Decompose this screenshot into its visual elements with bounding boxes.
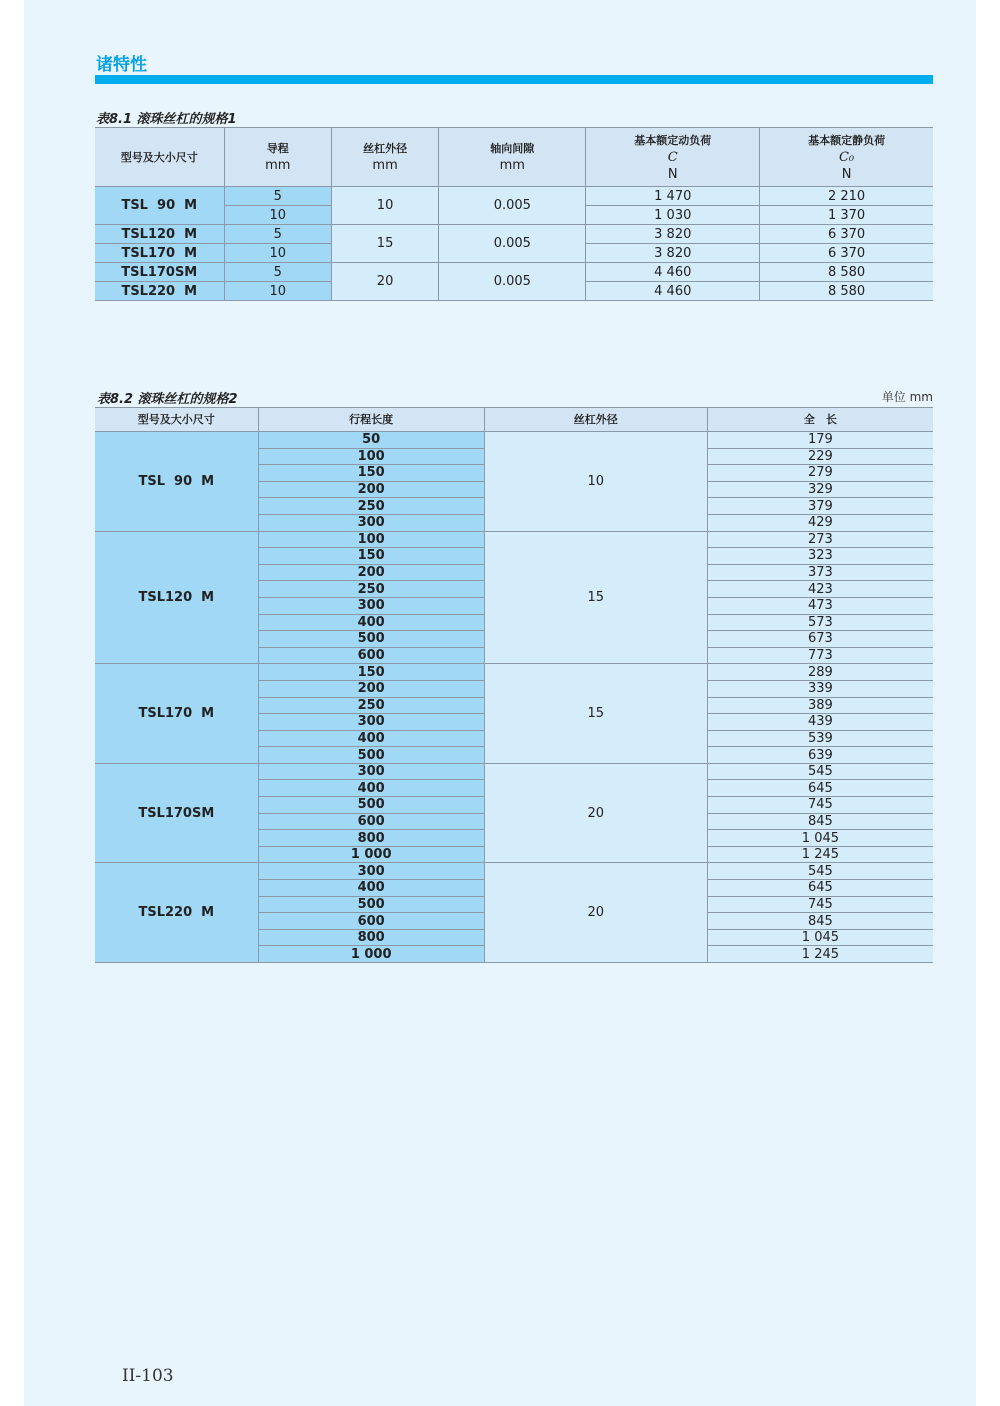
length-cell: 745 [707,896,933,913]
unit-label: 单位 mm [881,390,933,404]
stroke-cell: 100 [258,531,484,548]
dynamic-load-cell: 3 820 [586,244,760,263]
header-symbol: C [667,149,678,165]
header-label: 基本额定静负荷 [808,133,886,147]
column-header [95,128,224,187]
header-label: 丝杠外径 [363,142,408,155]
length-cell: 639 [707,747,933,764]
length-cell: 645 [707,780,933,797]
section-title: 诸特性 [96,55,147,75]
length-cell: 573 [707,614,933,631]
column-header [331,128,438,187]
column-header [586,128,760,187]
stroke-cell: 600 [258,913,484,930]
stroke-cell: 200 [258,680,484,697]
model-cell: TSL220 M [95,282,224,301]
stroke-cell: 500 [258,896,484,913]
length-cell: 439 [707,714,933,731]
lead-cell: 5 [224,187,331,206]
length-cell: 389 [707,697,933,714]
length-cell: 645 [707,880,933,897]
spec-table-1 [95,127,933,301]
model-cell: TSL170 M [95,664,258,764]
table-row [95,225,933,244]
title-bar [95,75,933,84]
stroke-cell: 400 [258,780,484,797]
column-header [439,128,586,187]
dynamic-load-cell: 4 460 [586,263,760,282]
stroke-cell: 300 [258,863,484,880]
stroke-cell: 150 [258,548,484,565]
column-header: 行程长度 [258,408,484,432]
stroke-cell: 400 [258,614,484,631]
stroke-cell: 200 [258,481,484,498]
spec-table-2 [95,407,933,963]
table-row [95,863,933,880]
length-cell: 845 [707,813,933,830]
length-cell: 179 [707,432,933,449]
stroke-cell: 300 [258,514,484,531]
header-unit: mm [372,158,398,173]
length-cell: 379 [707,498,933,515]
model-cell: TSL 90 M [95,187,224,225]
length-cell: 545 [707,863,933,880]
header-label: 型号及大小尺寸 [120,150,198,164]
column-header [760,128,933,187]
static-load-cell: 8 580 [760,282,933,301]
stroke-cell: 150 [258,465,484,482]
stroke-cell: 800 [258,830,484,847]
stroke-cell: 250 [258,498,484,515]
dynamic-load-cell: 1 030 [586,206,760,225]
model-cell: TSL 90 M [95,432,258,532]
static-load-cell: 6 370 [760,225,933,244]
length-cell: 845 [707,913,933,930]
stroke-cell: 500 [258,631,484,648]
static-load-cell: 6 370 [760,244,933,263]
column-header: 型号及大小尺寸 [95,408,258,432]
header-label: 基本额定动负荷 [634,133,712,147]
header-row [95,408,933,432]
lead-cell: 5 [224,225,331,244]
length-cell: 539 [707,730,933,747]
length-cell: 745 [707,797,933,814]
length-cell: 1 045 [707,929,933,946]
lead-cell: 10 [224,282,331,301]
stroke-cell: 400 [258,880,484,897]
diameter-cell: 20 [331,263,438,301]
length-cell: 323 [707,548,933,565]
length-cell: 545 [707,763,933,780]
header-row [95,128,933,187]
table-row [95,432,933,449]
table1-caption: 表8.1 滚珠丝杠的规格1 [96,112,237,127]
page [24,0,976,1406]
lead-cell: 10 [224,244,331,263]
diameter-cell: 10 [484,432,707,532]
length-cell: 1 045 [707,830,933,847]
diameter-cell: 10 [331,187,438,225]
lead-cell: 10 [224,206,331,225]
lead-cell: 5 [224,263,331,282]
model-cell: TSL170SM [95,263,224,282]
stroke-cell: 1 000 [258,946,484,963]
stroke-cell: 300 [258,714,484,731]
dynamic-load-cell: 4 460 [586,282,760,301]
table-row [95,187,933,206]
header-unit: mm [499,158,525,173]
model-cell: TSL120 M [95,225,224,244]
length-cell: 279 [707,465,933,482]
table-row [95,763,933,780]
stroke-cell: 600 [258,813,484,830]
table2-caption: 表8.2 滚珠丝杠的规格2 [97,392,238,407]
static-load-cell: 8 580 [760,263,933,282]
diameter-cell: 20 [484,763,707,863]
diameter-cell: 20 [484,863,707,963]
length-cell: 373 [707,564,933,581]
stroke-cell: 500 [258,747,484,764]
model-cell: TSL170 M [95,244,224,263]
stroke-cell: 800 [258,929,484,946]
stroke-cell: 300 [258,597,484,614]
clearance-cell: 0.005 [439,263,586,301]
length-cell: 339 [707,680,933,697]
length-cell: 289 [707,664,933,681]
stroke-cell: 500 [258,797,484,814]
dynamic-load-cell: 3 820 [586,225,760,244]
stroke-cell: 400 [258,730,484,747]
static-load-cell: 1 370 [760,206,933,225]
diameter-cell: 15 [484,531,707,664]
model-cell: TSL170SM [95,763,258,863]
diameter-cell: 15 [484,664,707,764]
page-number: II-103 [122,1366,174,1386]
table-row [95,531,933,548]
stroke-cell: 200 [258,564,484,581]
table-row [95,263,933,282]
length-cell: 1 245 [707,946,933,963]
stroke-cell: 1 000 [258,846,484,863]
diameter-cell: 15 [331,225,438,263]
header-symbol: C₀ [838,149,855,165]
column-header: 全 长 [707,408,933,432]
clearance-cell: 0.005 [439,225,586,263]
model-cell: TSL120 M [95,531,258,664]
length-cell: 423 [707,581,933,598]
header-unit: N [667,166,678,182]
length-cell: 229 [707,448,933,465]
model-cell: TSL220 M [95,863,258,963]
clearance-cell: 0.005 [439,187,586,225]
column-header [224,128,331,187]
length-cell: 673 [707,631,933,648]
stroke-cell: 600 [258,647,484,664]
stroke-cell: 250 [258,581,484,598]
stroke-cell: 50 [258,432,484,449]
stroke-cell: 100 [258,448,484,465]
static-load-cell: 2 210 [760,187,933,206]
column-header: 丝杠外径 [484,408,707,432]
stroke-cell: 250 [258,697,484,714]
length-cell: 473 [707,597,933,614]
header-unit: N [841,166,852,182]
length-cell: 429 [707,514,933,531]
header-unit: mm [265,158,291,173]
stroke-cell: 150 [258,664,484,681]
header-label: 导程 [266,142,289,155]
dynamic-load-cell: 1 470 [586,187,760,206]
stroke-cell: 300 [258,763,484,780]
length-cell: 329 [707,481,933,498]
table-row [95,664,933,681]
length-cell: 273 [707,531,933,548]
length-cell: 773 [707,647,933,664]
header-label: 轴向间隙 [490,142,535,155]
length-cell: 1 245 [707,846,933,863]
